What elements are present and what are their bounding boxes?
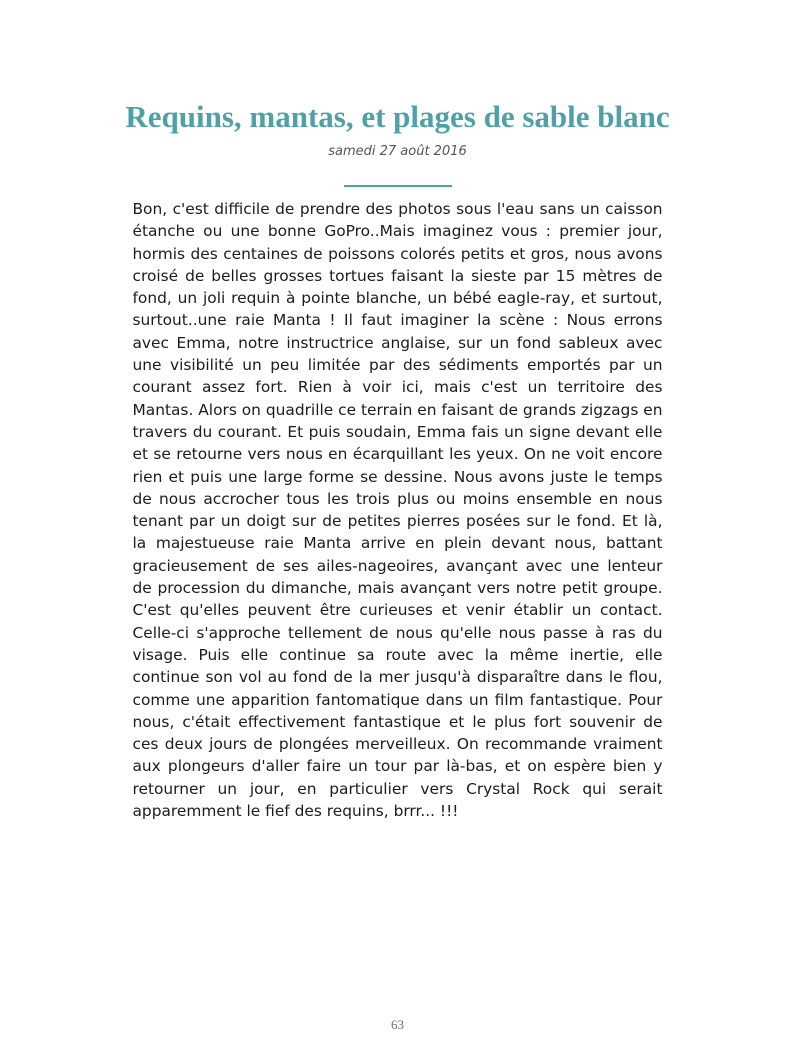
title-divider [344, 185, 452, 187]
article-title: Requins, mantas, et plages de sable blanc [125, 99, 670, 134]
page-number: 63 [391, 1017, 404, 1032]
article-date: samedi 27 août 2016 [328, 144, 467, 159]
article-body: Bon, c'est difficile de prendre des photos sous l'eau sans un caisson étanche ou une bonne GoPro..Mais imaginez vous : premier jour, hormis des centaines de poissons colorés petits et gros, nous avons croisé de belles grosses tortues faisant la sieste par 15 mètres de fond, un joli requin à pointe blanche, un bébé eagle-ray, et surtout, surtout..une raie Manta ! Il faut imaginer la scène : Nous errons avec Emma, notre instructrice anglaise, sur un fond sableux avec une visibilité un peu limitée par des sédiments emportés par un courant assez fort. Rien à voir ici, mais c'est un territoire des Mantas. Alors on quadrille ce terrain en faisant de grands zigzags en travers du courant. Et puis soudain, Emma fais un signe devant elle et se retourne vers nous en écarquillant les yeux. On ne voit encore rien et puis une large forme se dessine. Nous avons juste le temps de nous accrocher tous les trois plus ou moins ensemble en nous tenant par un doigt sur de petites pierres posées sur le fond. Et là, la majestueuse raie Manta arrive en plein devant nous, battant gracieusement de ses ailes-nageoires, avançant avec une lenteur de procession du dimanche, mais avançant vers notre petit groupe. C'est qu'elles peuvent être curieuses et venir établir un contact. Celle-ci s'approche tellement de nous qu'elle nous passe à ras du visage. Puis elle continue sa route avec la même inertie, elle continue son vol au fond de la mer jusqu'à disparaître dans le flou, comme une apparition fantomatique dans un film fantastique. Pour nous, c'était effectivement fantastique et le plus fort souvenir de ces deux jours de plongées merveilleux. On recommande vraiment aux plongeurs d'aller faire un tour par là-bas, et on espère bien y retourner un jour, en particulier vers Crystal Rock qui serait apparemment le fief des requins, brrr... !!! [132, 200, 663, 821]
